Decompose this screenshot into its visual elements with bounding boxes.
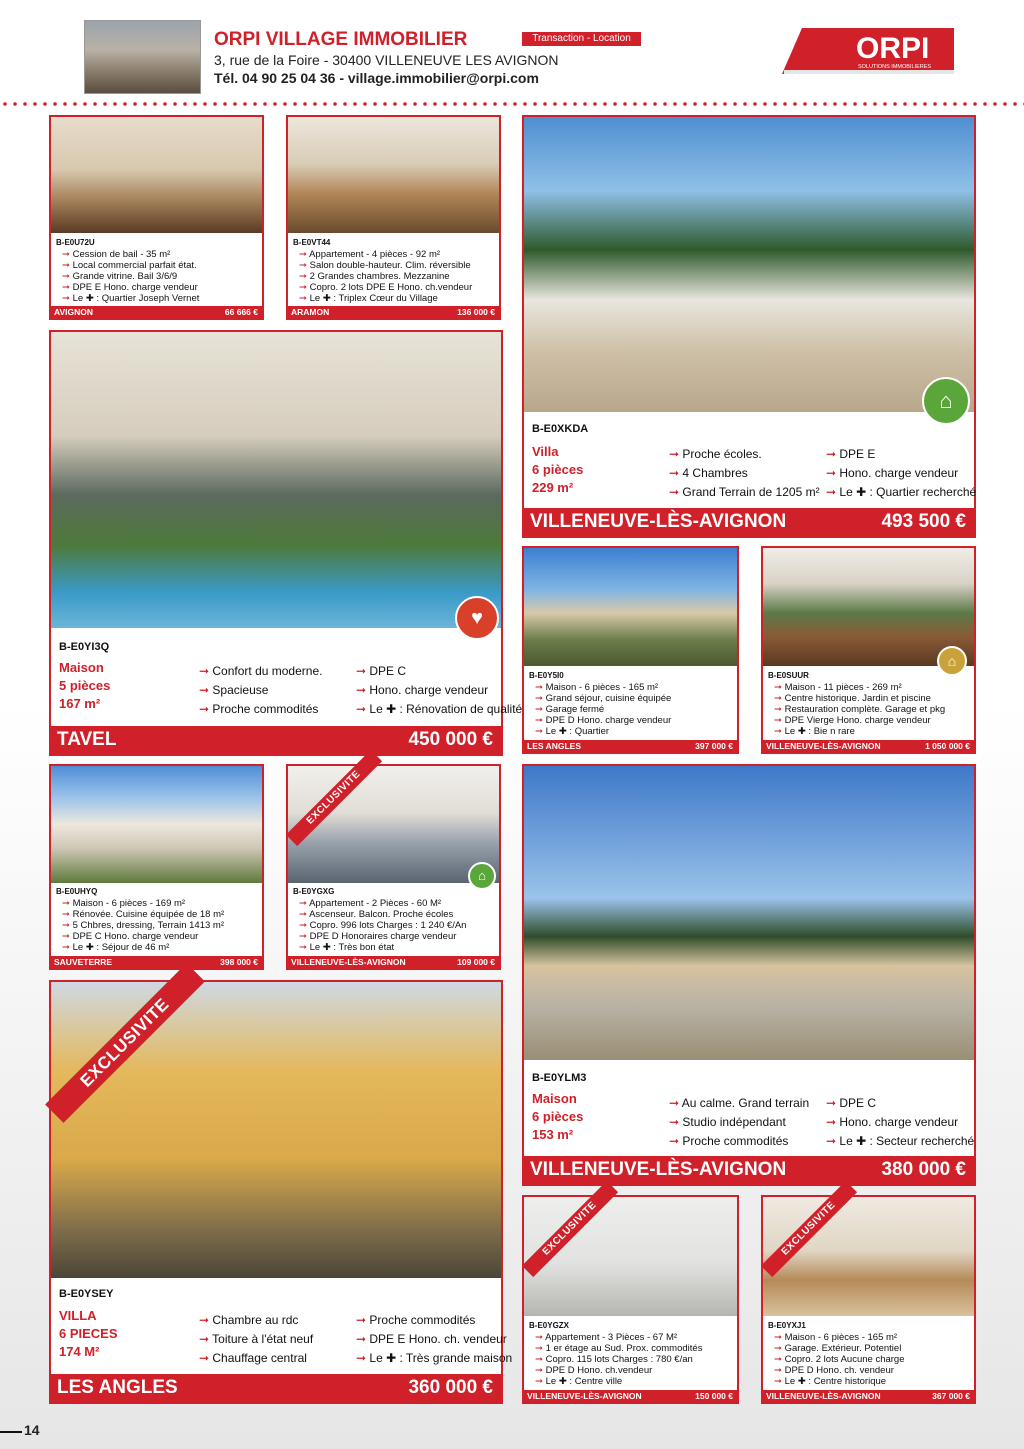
featured-listing-card[interactable] [522, 764, 976, 1186]
listing-features: ➞ Cession de bail - 35 m² ➞ Local commercial parfait état. ➞ Grande vitrine. Bail 3/6/9 ➞ DPE E Hono. charge vendeur ➞ Le ✚ : Quartier Joseph Vernet [57, 249, 199, 304]
listing-features: ➞ Maison - 11 pièces - 269 m² ➞ Centre historique. Jardin et piscine ➞ Restauration complète. Garage et pkg ➞ DPE Vierge Hono. charge vendeur ➞ Le ✚ : Bie n rare [769, 682, 945, 737]
listing-footer: AVIGNON 66 666 € [51, 306, 262, 318]
listing-footer: TAVEL 450 000 € [51, 726, 501, 754]
listing-features-2: ➞ Proche commodités ➞ DPE E Hono. ch. vendeur ➞ Le ✚ : Très grande maison [351, 1311, 512, 1368]
listing-summary: VILLA 6 PIECES 174 M² [59, 1308, 118, 1359]
listing-card[interactable] [522, 546, 739, 754]
listing-card[interactable] [761, 1195, 976, 1404]
listing-photo [51, 332, 501, 628]
listing-ref: B-E0YGZX [529, 1321, 570, 1330]
eco-house-icon: ⌂ [922, 377, 970, 425]
exclusivite-badge: EXCLUSIVITE [45, 963, 205, 1123]
orpi-logo [782, 24, 954, 74]
exclusivite-badge: EXCLUSIVITE [761, 1181, 857, 1277]
listing-features: ➞ Appartement - 2 Pièces - 60 M² ➞ Ascenseur. Balcon. Proche écoles ➞ Copro. 996 lots Charges : 1 240 €/An ➞ DPE D Honoraires charge vendeur ➞ Le ✚ : Très bon état [294, 898, 466, 953]
listing-features: ➞ Maison - 6 pièces - 165 m² ➞ Grand séjour, cuisine équipée ➞ Garage fermé ➞ DPE D Hono. charge vendeur ➞ Le ✚ : Quartier [530, 682, 671, 737]
agency-storefront-photo [84, 20, 201, 94]
listing-footer: VILLENEUVE-LÈS-AVIGNON 380 000 € [524, 1156, 974, 1184]
listing-photo [524, 548, 737, 666]
listing-photo [763, 1197, 974, 1316]
listing-features: ➞ Appartement - 4 pièces - 92 m² ➞ Salon double-hauteur. Clim. réversible ➞ 2 Grandes chambres. Mezzanine ➞ Copro. 2 lots DPE E Hono. ch.vendeur ➞ Le ✚ : Triplex Cœur du Village [294, 249, 472, 304]
featured-listing-card[interactable] [49, 980, 513, 1404]
listing-ref: B-E0YLM3 [532, 1072, 587, 1084]
listing-features: ➞ Au calme. Grand terrain ➞ Studio indépendant ➞ Proche commodités [664, 1094, 809, 1151]
featured-listing-card[interactable] [522, 115, 976, 538]
listing-photo [524, 1197, 737, 1316]
listing-footer: ARAMON 136 000 € [288, 306, 499, 318]
listing-summary: Villa 6 pièces 229 m² [532, 444, 584, 495]
svg-text:SOLUTIONS IMMOBILIERES: SOLUTIONS IMMOBILIERES [858, 64, 932, 70]
listing-footer: VILLENEUVE-LÈS-AVIGNON 109 000 € [288, 956, 499, 968]
listing-features-2: ➞ DPE E ➞ Hono. charge vendeur ➞ Le ✚ : Quartier recherché [821, 445, 976, 502]
listing-footer: SAUVETERRE 398 000 € [51, 956, 262, 968]
listing-ref: B-E0UHYQ [56, 887, 98, 896]
listing-ref: B-E0SUUR [768, 671, 809, 680]
listing-ref: B-E0VT44 [293, 238, 331, 247]
listing-ref: B-E0YGXG [293, 887, 335, 896]
listing-features: ➞ Appartement - 3 Pièces - 67 M² ➞ 1 er étage au Sud. Prox. commodités ➞ Copro. 115 lots Charges : 780 €/an ➞ DPE D Hono. ch.vendeur ➞ Le ✚ : Centre ville [530, 1332, 702, 1387]
transaction-tag: Transaction - Location [522, 32, 641, 46]
listing-ref: B-E0YSEY [59, 1288, 114, 1300]
listing-features-2: ➞ DPE C ➞ Hono. charge vendeur ➞ Le ✚ : Rénovation de qualité [351, 662, 522, 719]
listing-features: ➞ Chambre au rdc ➞ Toiture à l'état neuf ➞ Chauffage central [194, 1311, 313, 1368]
eco-house-icon: ⌂ [468, 862, 496, 890]
listing-features: ➞ Maison - 6 pièces - 169 m² ➞ Rénovée. Cuisine équipée de 18 m² ➞ 5 Chbres, dressing, Terrain 1413 m² ➞ DPE C Hono. charge vendeur ➞ Le ✚ : Séjour de 46 m² [57, 898, 224, 953]
listing-ref: B-E0XKDA [532, 423, 589, 435]
listing-photo [288, 766, 499, 883]
listing-features: ➞ Maison - 6 pièces - 165 m² ➞ Garage. Extérieur. Potentiel ➞ Copro. 2 lots Aucune charge ➞ DPE D Hono. ch. vendeur ➞ Le ✚ : Centre historique [769, 1332, 905, 1387]
listing-ref: B-E0YI3Q [59, 641, 110, 653]
agency-address: 3, rue de la Foire - 30400 VILLENEUVE LES AVIGNON [214, 52, 559, 68]
listing-card[interactable] [286, 764, 501, 970]
listing-card[interactable] [286, 115, 501, 320]
agency-contact: Tél. 04 90 25 04 36 - village.immobilier@orpi.com [214, 70, 539, 86]
agency-name: ORPI VILLAGE IMMOBILIER [214, 29, 468, 50]
page-number: 14 [0, 1422, 40, 1440]
listing-features-2: ➞ DPE C ➞ Hono. charge vendeur ➞ Le ✚ : Secteur recherché [821, 1094, 974, 1151]
listing-footer: LES ANGLES 397 000 € [524, 740, 737, 752]
listing-ref: B-E0U72U [56, 238, 95, 247]
heart-house-icon: ♥ [455, 596, 499, 640]
listing-summary: Maison 6 pièces 153 m² [532, 1091, 584, 1142]
listing-photo [51, 117, 262, 233]
listing-photo [51, 982, 501, 1278]
listing-card[interactable] [761, 546, 976, 754]
house-badge-icon: ⌂ [937, 646, 967, 676]
dotted-divider [0, 100, 1024, 108]
listing-features: ➞ Proche écoles. ➞ 4 Chambres ➞ Grand Terrain de 1205 m² [664, 445, 820, 502]
listing-features: ➞ Confort du moderne. ➞ Spacieuse ➞ Proche commodités [194, 662, 322, 719]
listing-ref: B-E0Y5I0 [529, 671, 564, 680]
listing-photo [51, 766, 262, 883]
svg-text:ORPI: ORPI [856, 32, 930, 65]
listing-footer: VILLENEUVE-LÈS-AVIGNON 367 000 € [763, 1390, 974, 1402]
listing-footer: VILLENEUVE-LÈS-AVIGNON 1 050 000 € [763, 740, 974, 752]
listing-ref: B-E0YXJ1 [768, 1321, 806, 1330]
listing-card[interactable] [522, 1195, 739, 1404]
listing-card[interactable] [49, 115, 264, 320]
listing-footer: VILLENEUVE-LÈS-AVIGNON 493 500 € [524, 508, 974, 536]
listing-photo [288, 117, 499, 233]
listing-photo [524, 766, 974, 1060]
listing-photo [524, 117, 974, 412]
listing-summary: Maison 5 pièces 167 m² [59, 660, 111, 711]
exclusivite-badge: EXCLUSIVITE [286, 750, 382, 846]
listing-footer: LES ANGLES 360 000 € [51, 1374, 501, 1402]
listing-card[interactable] [49, 764, 264, 970]
featured-listing-card[interactable] [49, 330, 523, 756]
exclusivite-badge: EXCLUSIVITE [522, 1181, 618, 1277]
listing-footer: VILLENEUVE-LÈS-AVIGNON 150 000 € [524, 1390, 737, 1402]
